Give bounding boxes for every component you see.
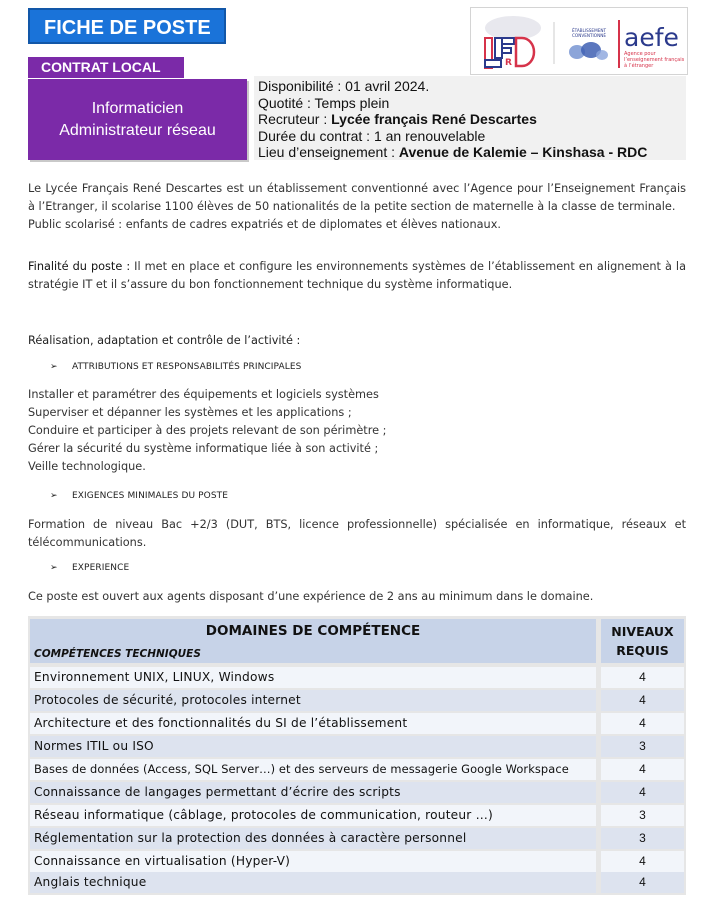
table-row (30, 736, 684, 757)
level-cell: 3 (601, 805, 684, 826)
table-row (30, 828, 684, 849)
list-item: Installer et paramétrer des équipements et logiciels systèmes (28, 388, 379, 401)
contract-duration: Durée du contrat : 1 an renouvelable (258, 127, 486, 144)
availability: Disponibilité : 01 avril 2024. (258, 78, 430, 94)
table-row (30, 872, 684, 893)
public-paragraph: Public scolarisé : enfants de cadres expatriés et de diplomates et élèves nationaux. (28, 218, 501, 231)
table-row (30, 851, 684, 872)
intro-paragraph: Le Lycée Français René Descartes est un établissement conventionné avec l’Agence pour l’Enseignement Français à l’Etranger, il scolarise 1100 élèves de 50 nationalités de la petite section de maternelle à la classe de terminale. (28, 182, 686, 213)
level-cell: 4 (601, 851, 684, 872)
job-title-line1: Informaticien (91, 99, 184, 117)
experience-paragraph: Ce poste est ouvert aux agents disposant d’une expérience de 2 ans au minimum dans le domaine. (28, 590, 594, 603)
quota: Quotité : Temps plein (258, 94, 390, 111)
level-cell: 4 (601, 690, 684, 711)
skill-cell: Architecture et des fonctionnalités du SI de l’établissement (30, 713, 596, 734)
job-title-box (28, 79, 247, 160)
table-row (30, 690, 684, 711)
location: Lieu d’enseignement : Avenue de Kalemie – Kinshasa - RDC (258, 144, 648, 160)
arrow-bullet-icon: ➢ (50, 362, 58, 372)
svg-text:à l’étranger: à l’étranger (624, 63, 654, 69)
skill-cell: Protocoles de sécurité, protocoles internet (30, 690, 596, 711)
skill-cell: Connaissance de langages permettant d’écrire des scripts (30, 782, 596, 803)
skill-cell: Anglais technique (30, 872, 596, 893)
purpose-paragraph (28, 258, 686, 294)
skill-cell: Normes ITIL ou ISO (30, 736, 596, 757)
purpose-text: Il met en place et configure les environnements systèmes de l’établissement en alignement à la stratégie IT et il s’assure du bon fonctionnement technique du système informatique. (28, 260, 686, 291)
level-cell: 3 (601, 736, 684, 757)
domain-header: DOMAINES DE COMPÉTENCE (30, 619, 596, 643)
svg-text:Agence pour: Agence pour (624, 51, 656, 57)
skill-cell: Connaissance en virtualisation (Hyper-V) (30, 851, 596, 872)
skill-cell: Réglementation sur la protection des données à caractère personnel (30, 828, 596, 849)
job-title-line2: Administrateur réseau (59, 121, 216, 139)
level-cell: 4 (601, 667, 684, 688)
svg-text:CONVENTIONNÉ: CONVENTIONNÉ (572, 33, 606, 38)
responsibilities-heading: ➢ ATTRIBUTIONS ET RESPONSABILITÉS PRINCIPALES (50, 362, 302, 372)
level-cell: 4 (601, 713, 684, 734)
list-item: Conduire et participer à des projets relevant de son périmètre ; (28, 424, 387, 437)
document-title: FICHE DE POSTE (28, 8, 226, 44)
table-row (30, 667, 684, 688)
requirements-heading: ➢ EXIGENCES MINIMALES DU POSTE (50, 491, 229, 501)
technical-skills-header: COMPÉTENCES TECHNIQUES (30, 643, 596, 663)
activity-title: Réalisation, adaptation et contrôle de l’activité : (28, 334, 301, 347)
logos-box (470, 7, 688, 75)
skill-cell: Bases de données (Access, SQL Server…) et des serveurs de messagerie Google Workspace (30, 759, 596, 780)
skill-cell: Réseau informatique (câblage, protocoles de communication, routeur …) (30, 805, 596, 826)
contract-type-label: CONTRAT LOCAL (28, 57, 184, 78)
table-row (30, 805, 684, 826)
list-item: Superviser et dépanner les systèmes et les applications ; (28, 406, 352, 419)
skill-cell: Environnement UNIX, LINUX, Windows (30, 667, 596, 688)
arrow-bullet-icon: ➢ (50, 491, 58, 501)
aefe-logo-text: aefe (624, 23, 679, 52)
svg-text:l’enseignement français: l’enseignement français (624, 57, 685, 63)
level-cell: 3 (601, 828, 684, 849)
experience-heading: ➢ EXPERIENCE (50, 563, 130, 573)
arrow-bullet-icon: ➢ (50, 563, 58, 573)
responsibilities-list (28, 386, 686, 476)
level-cell: 4 (601, 872, 684, 893)
svg-text:R: R (505, 58, 512, 68)
list-item: Gérer la sécurité du système informatique liée à son activité ; (28, 442, 379, 455)
level-cell: 4 (601, 782, 684, 803)
recruiter: Recruteur : Lycée français René Descartes (258, 111, 537, 127)
requirements-paragraph: Formation de niveau Bac +2/3 (DUT, BTS, licence professionnelle) spécialisée en informatique, réseaux et télécommunications. (28, 518, 686, 549)
purpose-label: Finalité du poste : (28, 260, 131, 273)
lfrd-logo-text: LFRD (475, 23, 483, 27)
list-item: Veille technologique. (28, 460, 146, 473)
svg-text:ÉTABLISSEMENT: ÉTABLISSEMENT (571, 28, 607, 33)
table-row (30, 782, 684, 803)
job-info-box (254, 76, 686, 160)
table-row (30, 759, 684, 780)
level-cell: 4 (601, 759, 684, 780)
levels-header: NIVEAUX REQUIS (601, 619, 684, 663)
table-row (30, 713, 684, 734)
lfrd-logo (471, 8, 687, 74)
